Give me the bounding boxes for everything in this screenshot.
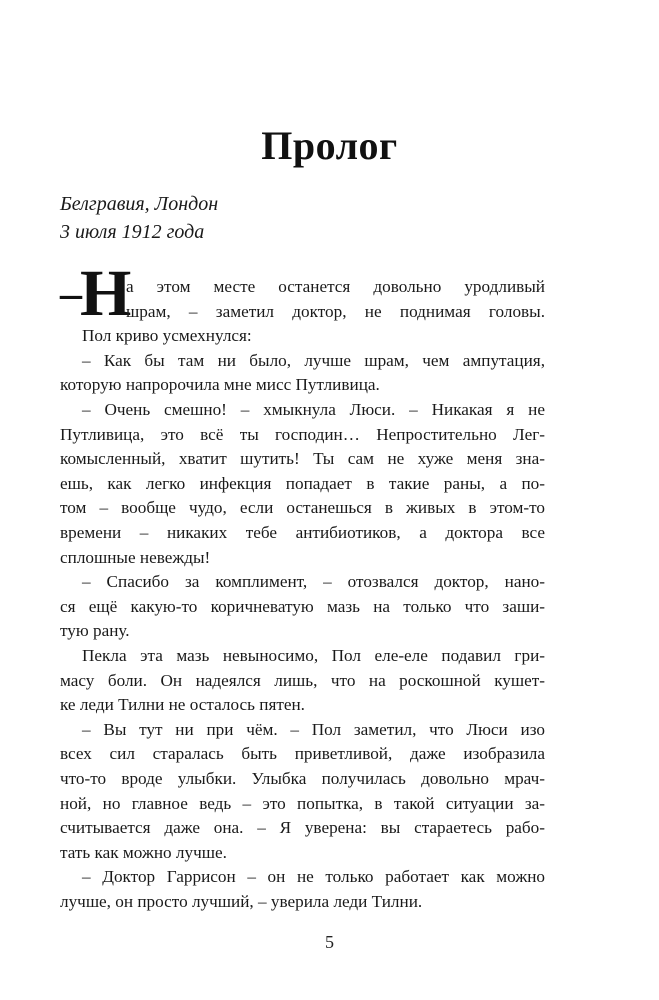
text-line: комысленный, хватит шутить! Ты сам не хуже меня зна-	[60, 449, 545, 469]
text-line: сплошные невежды!	[60, 547, 211, 567]
text-line: тать как можно лучше.	[60, 842, 227, 862]
text-line: времени – никаких тебе антибиотиков, а доктора все	[60, 523, 545, 542]
text-line: том – вообще чудо, если останешься в живых в этом-то	[60, 498, 545, 518]
drop-cap	[60, 257, 132, 330]
location-heading	[60, 190, 218, 246]
text-line: всех сил старалась быть приветливой, даже изобразила	[60, 744, 545, 764]
text-line: считывается даже она. – Я уверена: вы стараетесь рабо-	[60, 818, 545, 838]
text-line: – Вы тут ни при чём. – Пол заметил, что Люси изо	[82, 719, 545, 739]
text-line: а этом месте останется довольно уродливый	[126, 277, 545, 296]
text-line: ной, но главное ведь – это попытка, в такой ситуации за-	[60, 793, 545, 813]
text-line: – Спасибо за комплимент, – отозвался доктор, нано-	[82, 572, 545, 592]
text-line: которую напророчила мне мисс Путливица.	[60, 375, 380, 395]
text-line: – Очень смешно! – хмыкнула Люси. – Никакая я не	[82, 400, 545, 419]
drop-cap-dash: –	[60, 269, 82, 318]
location-place: Белгравия, Лондон	[60, 193, 219, 215]
text-line: что-то вроде улыбки. Улыбка получилась довольно мрач-	[60, 769, 545, 788]
text-line: тую рану.	[60, 621, 130, 641]
text-line: шрам, – заметил доктор, не поднимая головы.	[126, 301, 545, 321]
text-line: ся ещё какую-то коричневатую мазь на только что заши-	[60, 596, 545, 616]
text-line: лучше, он просто лучший, – уверила леди Тилни.	[60, 892, 423, 911]
text-line: – Доктор Гаррисон – он не только работает как можно	[82, 867, 545, 887]
text-line: ешь, как легко инфекция попадает в такие раны, а по-	[60, 473, 545, 493]
text-line: ке леди Тилни не осталось пятен.	[60, 695, 305, 715]
text-line: – Как бы там ни было, лучше шрам, чем ампутация,	[82, 350, 545, 370]
chapter-title: Пролог	[261, 123, 398, 168]
text-line: Путливица, это всё ты господин… Непростительно Лег-	[60, 424, 545, 444]
drop-cap-letter: Н	[80, 257, 132, 330]
page-number: 5	[325, 932, 334, 952]
text-line: Пол криво усмехнулся:	[82, 326, 252, 346]
text-line: масу боли. Он надеялся лишь, что на роскошной кушет-	[60, 670, 545, 690]
text-line: Пекла эта мазь невыносимо, Пол еле-еле подавил гри-	[82, 646, 545, 665]
location-date: 3 июля 1912 года	[60, 221, 205, 243]
